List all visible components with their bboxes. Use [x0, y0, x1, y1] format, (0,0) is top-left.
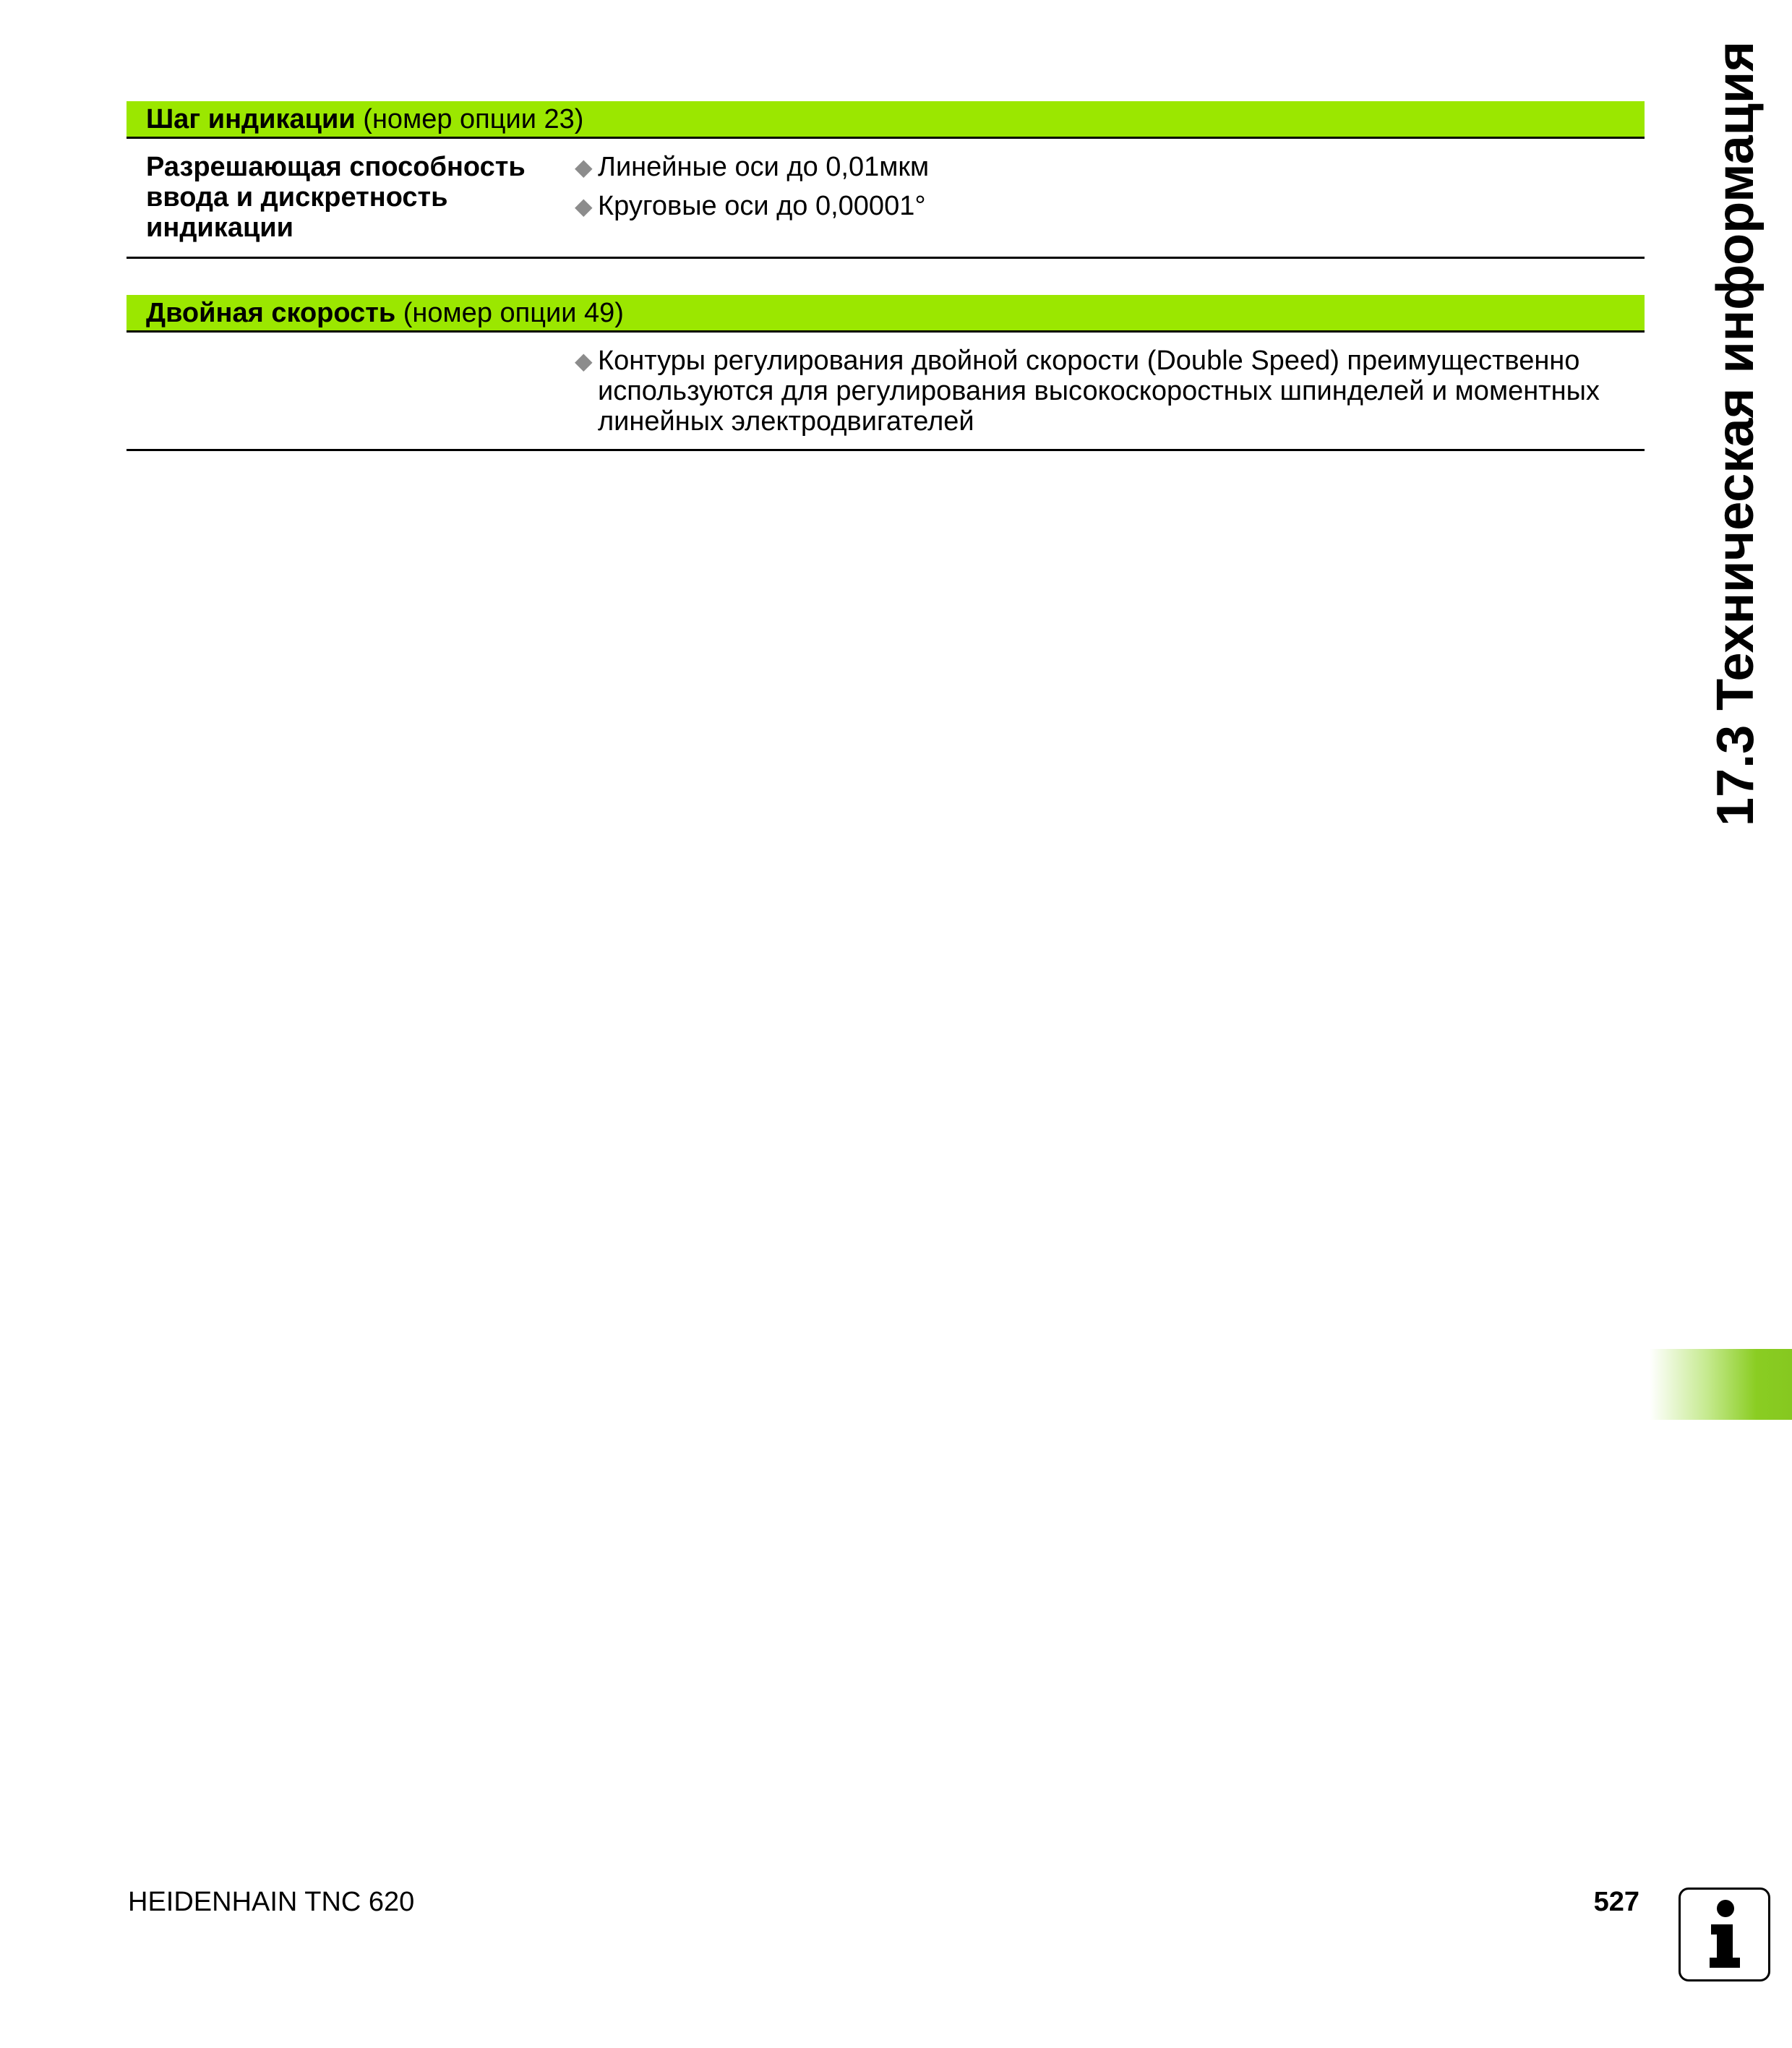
bullet-text: Круговые оси до 0,00001° — [598, 191, 926, 221]
footer-product-name: HEIDENHAIN TNC 620 — [128, 1887, 415, 1917]
diamond-bullet-icon: ◆ — [575, 154, 593, 180]
bullet-list — [575, 346, 1637, 437]
diamond-bullet-icon: ◆ — [575, 193, 593, 219]
bullet-text-line: Контуры регулирования двойной скорости (Double Speed) преимущественно — [598, 346, 1580, 376]
section-title: Двойная скорость — [146, 297, 396, 328]
bullet-text-line: линейных электродвигателей — [598, 406, 974, 437]
section-divider — [127, 257, 1645, 259]
section-subtitle: (номер опции 49) — [403, 297, 624, 328]
section-header — [127, 295, 1645, 333]
section-divider — [127, 449, 1645, 451]
row-label-line: Разрешающая способность — [146, 152, 526, 182]
bullet-item — [575, 152, 1637, 182]
chapter-side-title: 17.3 Техническая информация — [1707, 40, 1765, 826]
section-subtitle: (номер опции 23) — [363, 103, 584, 134]
bullet-text-line: используются для регулирования высокоскоростных шпинделей и моментных — [598, 376, 1600, 406]
bullet-text: Линейные оси до 0,01мкм — [598, 152, 930, 182]
bullet-item — [575, 346, 1637, 437]
bullet-item — [575, 191, 1637, 221]
page-number: 527 — [1593, 1887, 1639, 1917]
row-label-line: ввода и дискретность — [146, 182, 448, 213]
info-icon — [1679, 1888, 1770, 1981]
bullet-list — [575, 152, 1637, 221]
section-title: Шаг индикации — [146, 103, 356, 134]
info-glyph — [1681, 1890, 1768, 1979]
row-label-line: индикации — [146, 213, 294, 243]
chapter-thumb-tab — [1650, 1349, 1792, 1420]
diamond-bullet-icon: ◆ — [575, 348, 593, 374]
row-label — [146, 152, 551, 243]
section-header — [127, 101, 1645, 139]
